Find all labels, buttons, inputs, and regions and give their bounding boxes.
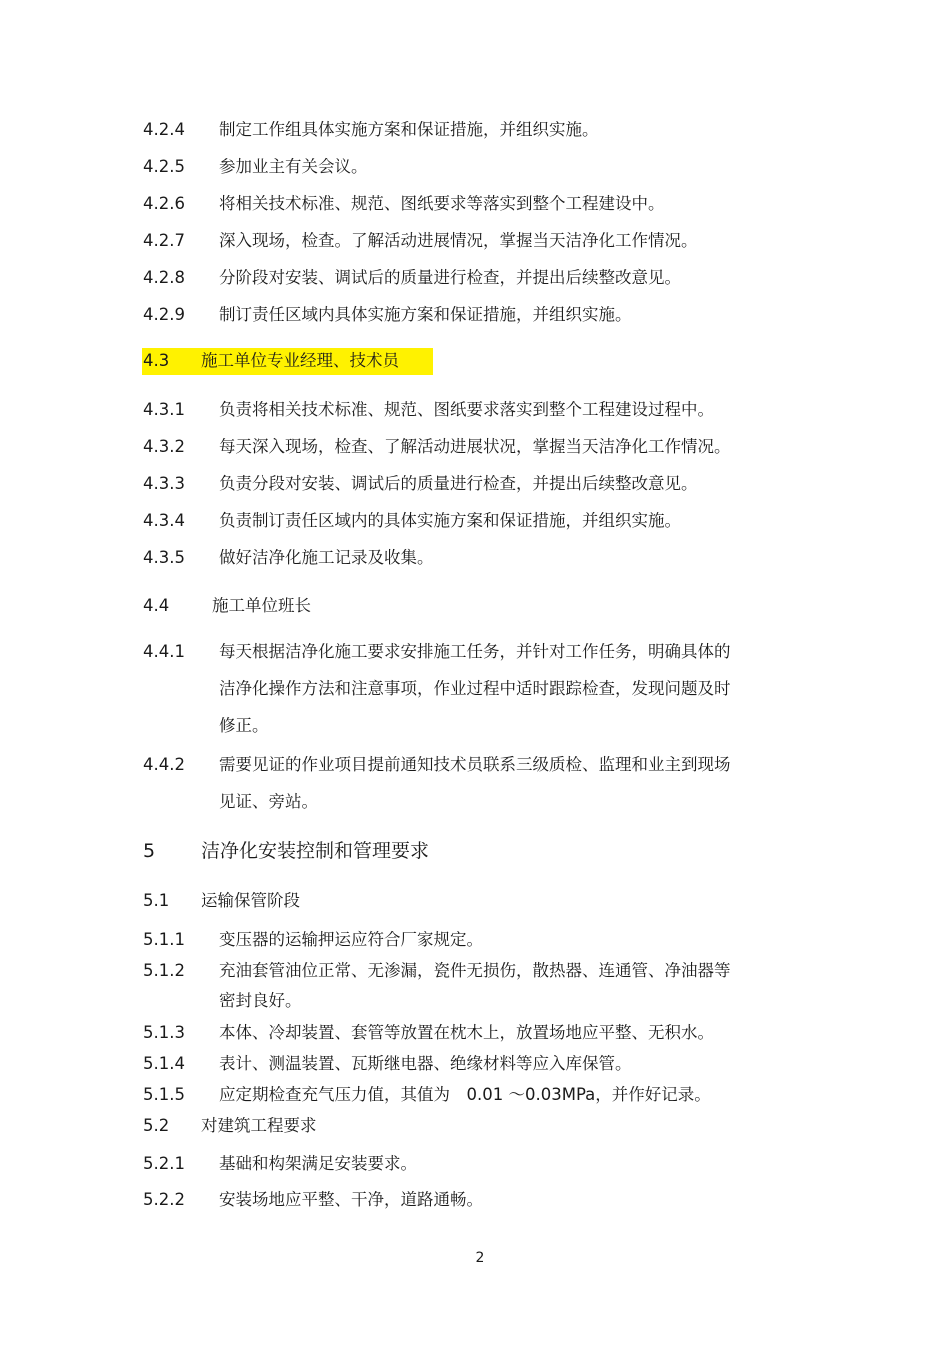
item-number: 4.2.9 [143, 305, 185, 324]
item-text: 做好洁净化施工记录及收集。 [219, 548, 434, 567]
item-number: 5.1.3 [143, 1023, 185, 1042]
item-number: 4.2.5 [143, 157, 185, 176]
item-4-2-4 [0, 115, 950, 145]
item-4-4-2-continuation: 见证、旁站。 [219, 792, 318, 811]
item-number: 5.1.1 [143, 930, 185, 949]
item-5-2-1 [0, 1149, 950, 1179]
item-5-1-5 [0, 1080, 950, 1110]
item-4-2-5 [0, 152, 950, 182]
heading-text: 施工单位专业经理、技术员 [201, 351, 399, 370]
item-text: 表计、测温装置、瓦斯继电器、绝缘材料等应入库保管。 [219, 1054, 632, 1073]
heading-text: 洁净化安装控制和管理要求 [201, 840, 430, 862]
heading-number: 5.2 [143, 1116, 170, 1135]
item-4-4-2 [0, 750, 950, 780]
item-text: 应定期检查充气压力值，其值为 0.01 ～0.03MPa，并作好记录。 [219, 1085, 711, 1104]
item-number: 4.3.2 [143, 437, 185, 456]
item-4-3-3 [0, 469, 950, 499]
item-5-1-3 [0, 1018, 950, 1048]
item-5-1-1 [0, 925, 950, 955]
item-text: 每天深入现场，检查、了解活动进展状况，掌握当天洁净化工作情况。 [219, 437, 731, 456]
item-number: 4.3.4 [143, 511, 185, 530]
item-number: 5.2.2 [143, 1190, 185, 1209]
item-text: 分阶段对安装、调试后的质量进行检查，并提出后续整改意见。 [219, 268, 681, 287]
item-number: 4.3.3 [143, 474, 185, 493]
item-number: 5.1.2 [143, 961, 185, 980]
item-4-3-5 [0, 543, 950, 573]
heading-5-1 [0, 886, 950, 916]
item-number: 5.1.5 [143, 1085, 185, 1104]
item-text: 负责将相关技术标准、规范、图纸要求落实到整个工程建设过程中。 [219, 400, 714, 419]
item-5-1-2-continuation: 密封良好。 [219, 991, 302, 1010]
item-4-4-1 [0, 637, 950, 667]
heading-number: 5 [143, 840, 156, 862]
item-5-2-2 [0, 1185, 950, 1215]
item-4-4-1-continuation: 洁净化操作方法和注意事项，作业过程中适时跟踪检查，发现问题及时 [219, 679, 731, 698]
heading-5-2 [0, 1111, 950, 1141]
item-text: 制定工作组具体实施方案和保证措施，并组织实施。 [219, 120, 599, 139]
item-number: 4.2.8 [143, 268, 185, 287]
heading-number: 4.4 [143, 596, 170, 615]
item-number: 4.3.1 [143, 400, 185, 419]
item-4-3-4 [0, 506, 950, 536]
item-text: 制订责任区域内具体实施方案和保证措施，并组织实施。 [219, 305, 632, 324]
heading-text: 对建筑工程要求 [201, 1116, 317, 1135]
item-number: 5.1.4 [143, 1054, 185, 1073]
item-text: 基础和构架满足安装要求。 [219, 1154, 417, 1173]
item-text: 参加业主有关会议。 [219, 157, 368, 176]
item-text: 负责制订责任区域内的具体实施方案和保证措施，并组织实施。 [219, 511, 681, 530]
item-4-2-8 [0, 263, 950, 293]
item-text: 安装场地应平整、干净，道路通畅。 [219, 1190, 483, 1209]
item-text: 变压器的运输押运应符合厂家规定。 [219, 930, 483, 949]
item-text: 将相关技术标准、规范、图纸要求等落实到整个工程建设中。 [219, 194, 665, 213]
item-text: 充油套管油位正常、无渗漏，瓷件无损伤，散热器、连通管、净油器等 [219, 961, 731, 980]
item-number: 4.3.5 [143, 548, 185, 567]
item-5-1-4 [0, 1049, 950, 1079]
item-4-2-7 [0, 226, 950, 256]
item-4-3-1 [0, 395, 950, 425]
heading-number: 5.1 [143, 891, 170, 910]
item-4-4-1-continuation: 修正。 [219, 716, 269, 735]
heading-4-4 [0, 591, 950, 621]
item-number: 5.2.1 [143, 1154, 185, 1173]
item-number: 4.4.2 [143, 755, 185, 774]
item-number: 4.4.1 [143, 642, 185, 661]
heading-text: 施工单位班长 [212, 596, 311, 615]
item-text: 需要见证的作业项目提前通知技术员联系三级质检、监理和业主到现场 [219, 755, 731, 774]
heading-text: 运输保管阶段 [201, 891, 300, 910]
item-text: 本体、冷却装置、套管等放置在枕木上，放置场地应平整、无积水。 [219, 1023, 714, 1042]
item-text: 深入现场，检查。了解活动进展情况，掌握当天洁净化工作情况。 [219, 231, 698, 250]
heading-number: 4.3 [143, 351, 170, 370]
item-number: 4.2.7 [143, 231, 185, 250]
item-text: 负责分段对安装、调试后的质量进行检查，并提出后续整改意见。 [219, 474, 698, 493]
heading-5 [0, 836, 950, 866]
item-text: 每天根据洁净化施工要求安排施工任务，并针对工作任务，明确具体的 [219, 642, 731, 661]
item-4-2-9 [0, 300, 950, 330]
heading-4-3 [0, 346, 950, 376]
item-4-3-2 [0, 432, 950, 462]
item-5-1-2 [0, 956, 950, 986]
item-number: 4.2.6 [143, 194, 185, 213]
item-number: 4.2.4 [143, 120, 185, 139]
item-4-2-6 [0, 189, 950, 219]
page-number: 2 [475, 1250, 485, 1266]
